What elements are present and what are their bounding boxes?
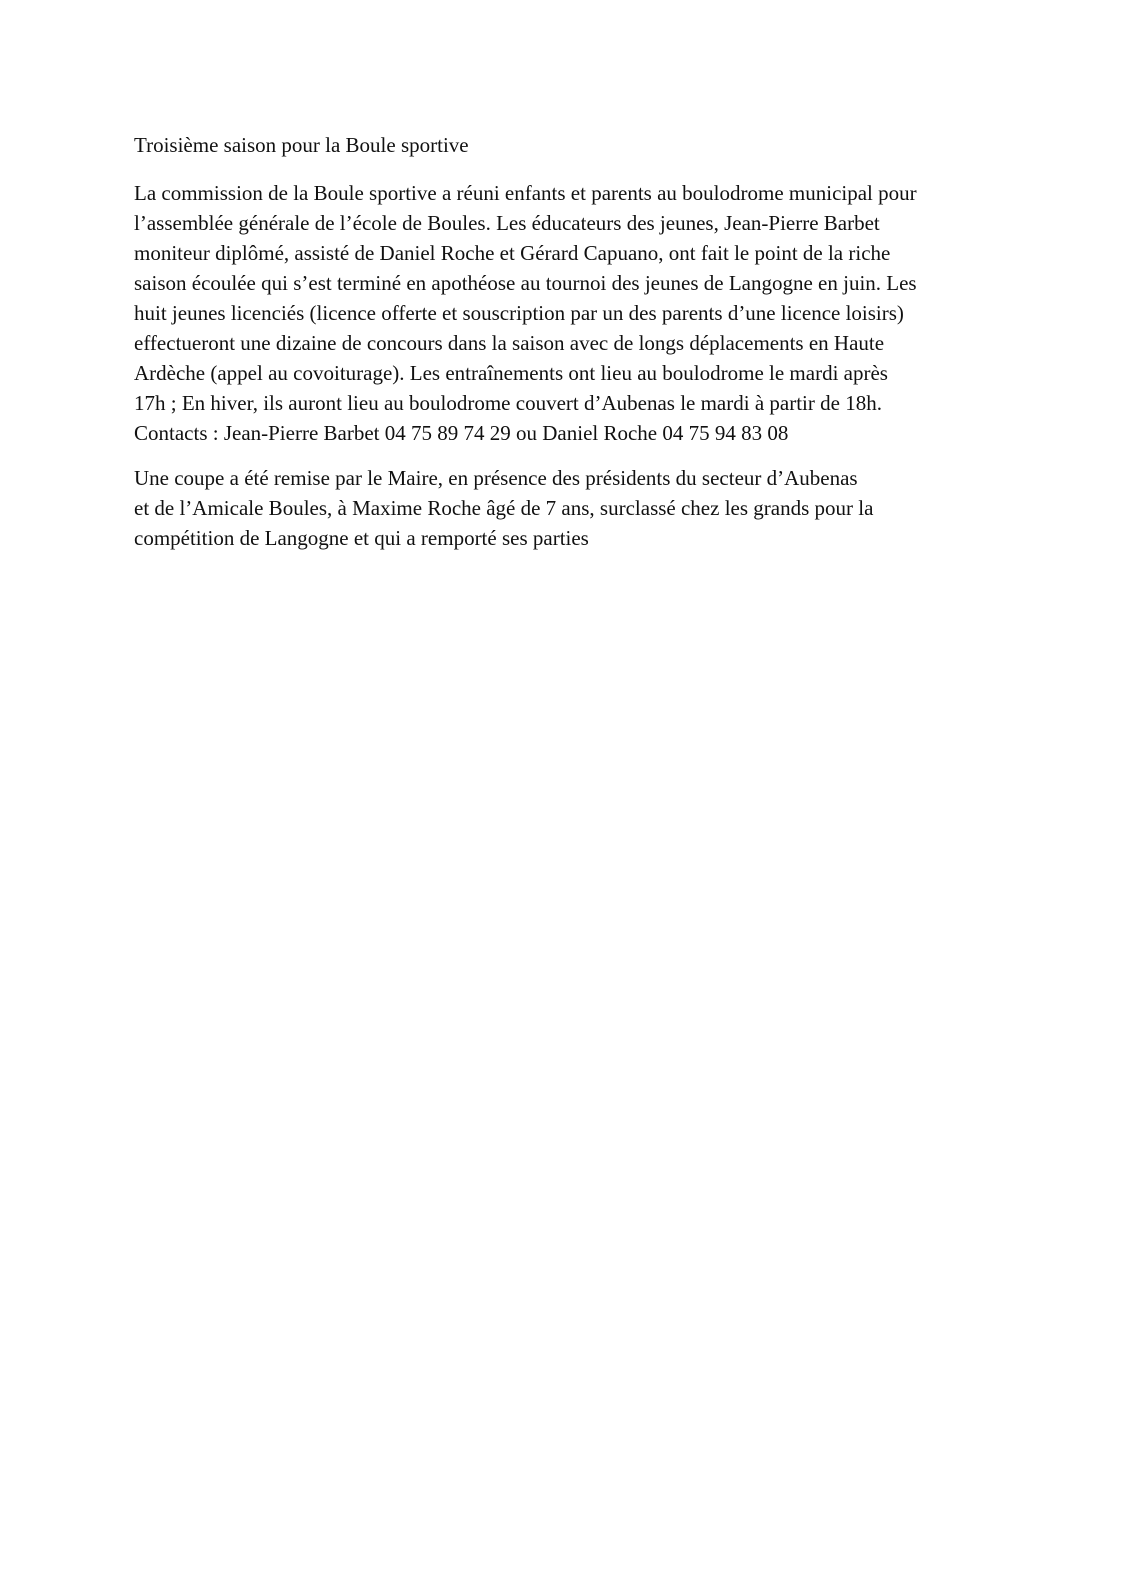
paragraph-2: [134, 463, 994, 553]
paragraph-line: Une coupe a été remise par le Maire, en présence des présidents du secteur d’Aubenas: [134, 466, 858, 490]
paragraph-line: La commission de la Boule sportive a réuni enfants et parents au boulodrome municipal pour: [134, 181, 917, 205]
paragraph-line: Ardèche (appel au covoiturage). Les entraînements ont lieu au boulodrome le mardi après: [134, 361, 888, 385]
paragraph-line: et de l’Amicale Boules, à Maxime Roche âgé de 7 ans, surclassé chez les grands pour la: [134, 496, 874, 520]
paragraph-line: l’assemblée générale de l’école de Boules. Les éducateurs des jeunes, Jean-Pierre Barbet: [134, 211, 880, 235]
paragraph-line: Contacts : Jean-Pierre Barbet 04 75 89 74 29 ou Daniel Roche 04 75 94 83 08: [134, 421, 789, 445]
article-body: [134, 130, 994, 568]
paragraph-1: [134, 178, 994, 448]
paragraph-line: huit jeunes licenciés (licence offerte et souscription par un des parents d’une licence loisirs): [134, 301, 904, 325]
paragraph-line: 17h ; En hiver, ils auront lieu au boulodrome couvert d’Aubenas le mardi à partir de 18h.: [134, 391, 882, 415]
paragraph-line: effectueront une dizaine de concours dans la saison avec de longs déplacements en Haute: [134, 331, 885, 355]
paragraph-line: moniteur diplômé, assisté de Daniel Roche et Gérard Capuano, ont fait le point de la riche: [134, 241, 891, 265]
paragraph-line: saison écoulée qui s’est terminé en apothéose au tournoi des jeunes de Langogne en juin. Les: [134, 271, 917, 295]
article-title: Troisième saison pour la Boule sportive: [134, 133, 469, 157]
paragraph-line: compétition de Langogne et qui a remporté ses parties: [134, 526, 589, 550]
